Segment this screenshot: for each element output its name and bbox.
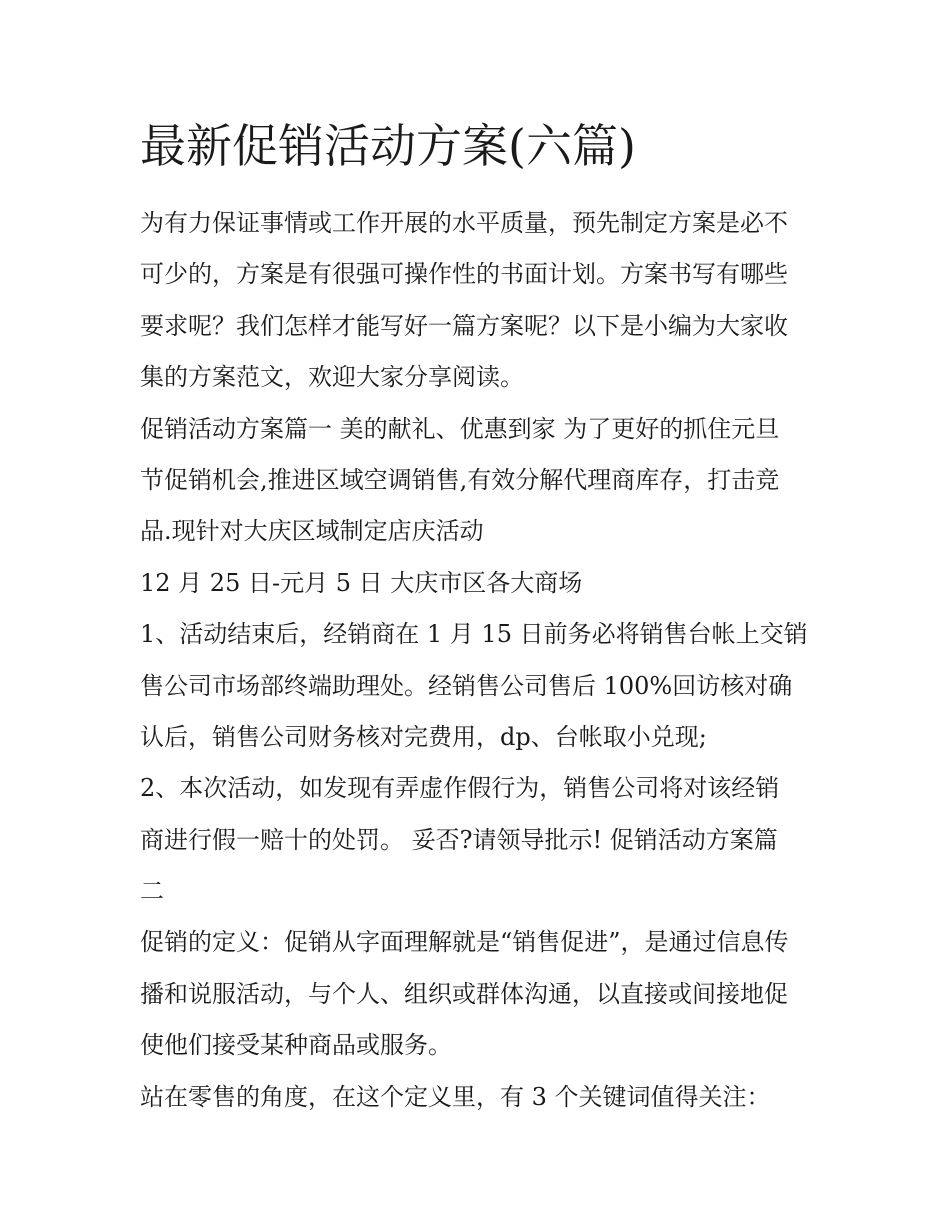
document-title: 最新促销活动方案(六篇) — [140, 119, 636, 173]
text-line: 售公司市场部终端助理处。经销售公司售后 100%回访核对确 — [140, 671, 793, 700]
text-line: 品.现针对大庆区域制定店庆活动 — [140, 517, 484, 546]
document-text — [140, 198, 812, 1123]
text-line: 可少的，方案是有很强可操作性的书面计划。方案书写有哪些 — [140, 260, 788, 289]
text-line: 为有力保证事情或工作开展的水平质量，预先制定方案是必不 — [140, 209, 788, 237]
text-line: 认后，销售公司财务核对完费用，dp、台帐取小兑现; — [140, 722, 707, 751]
text-line: 2、本次活动，如发现有弄虚作假行为，销售公司将对该经销 — [140, 774, 780, 803]
text-line: 使他们接受某种商品或服务。 — [140, 1031, 452, 1060]
text-line: 播和说服活动，与个人、组织或群体沟通，以直接或间接地促 — [140, 979, 788, 1008]
text-line: 1、活动结束后，经销商在 1 月 15 日前务必将销售台帐上交销 — [140, 620, 808, 649]
text-line: 二 — [140, 877, 164, 906]
text-line: 站在零售的角度，在这个定义里，有 3 个关键词值得关注： — [140, 1082, 771, 1111]
text-line: 商进行假一赔十的处罚。 妥否?请领导批示! 促销活动方案篇 — [140, 825, 778, 854]
text-line: 要求呢？我们怎样才能写好一篇方案呢？以下是小编为大家收 — [140, 311, 788, 340]
text-line: 12 月 25 日-元月 5 日 大庆市区各大商场 — [140, 568, 583, 597]
text-line: 集的方案范文，欢迎大家分享阅读。 — [140, 363, 524, 392]
text-line: 促销的定义：促销从字面理解就是“销售促进”，是通过信息传 — [140, 928, 789, 957]
text-line: 促销活动方案篇一 美的献礼、优惠到家 为了更好的抓住元旦 — [140, 414, 780, 443]
text-line: 节促销机会,推进区域空调销售,有效分解代理商库存，打击竞 — [140, 465, 780, 494]
document-body — [140, 114, 812, 1123]
